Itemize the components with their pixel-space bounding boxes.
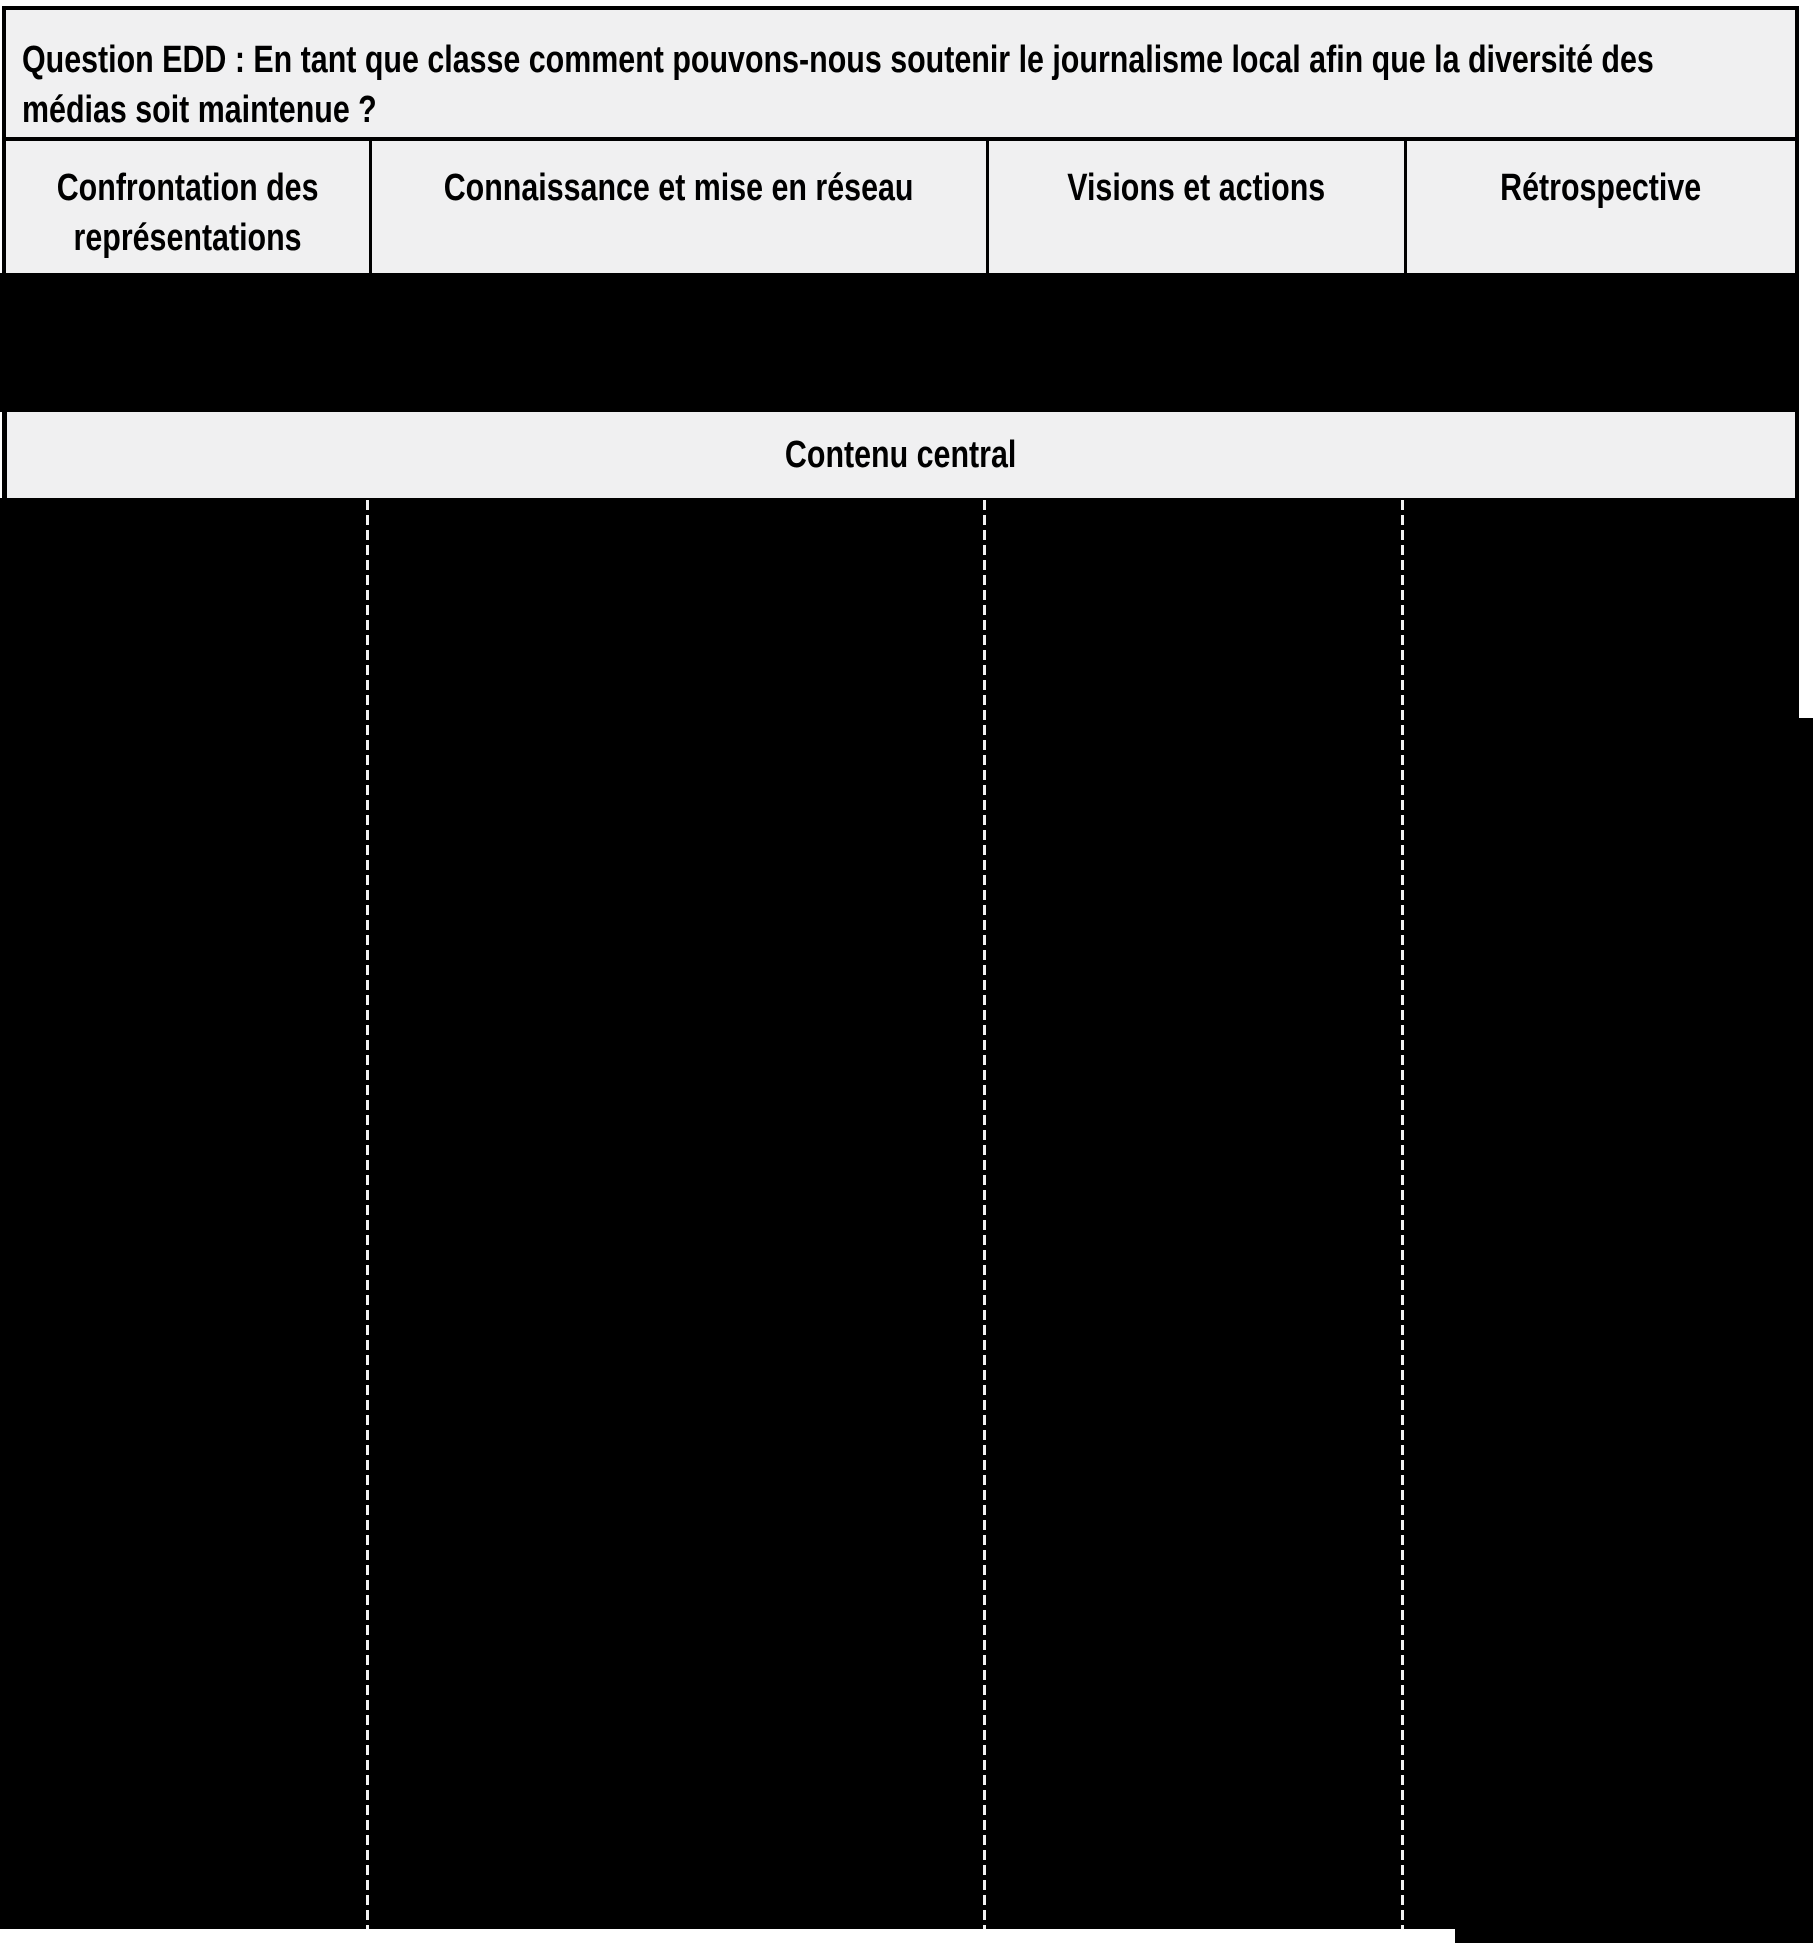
central-content-label: Contenu central (785, 433, 1017, 476)
edd-question-line-1: Question EDD : En tant que classe comment pouvons-nous soutenir le journalisme local afin que la diversité des (22, 39, 1654, 81)
column-divider-dashed-3 (1401, 500, 1404, 1929)
column-header-confrontation: Confrontation des représentations (56, 167, 319, 259)
column-header-retrospective: Rétrospective (1404, 141, 1795, 273)
column-divider-dashed-2 (983, 500, 986, 1929)
column-header-connaissance: Connaissance et mise en réseau (369, 141, 986, 273)
redacted-content-lower (0, 718, 1813, 1929)
column-header-visions: Visions et actions (986, 141, 1404, 273)
column-divider-dashed-1 (366, 500, 369, 1929)
phase-header-row (2, 141, 1799, 273)
redacted-bottom-right-corner (1455, 1920, 1813, 1943)
central-content-row (2, 412, 1799, 498)
redacted-content-upper (0, 498, 1799, 720)
edd-question-line-2: médias soit maintenue ? (22, 89, 377, 131)
redacted-band-row (0, 273, 1799, 412)
edd-question-row (2, 6, 1799, 141)
